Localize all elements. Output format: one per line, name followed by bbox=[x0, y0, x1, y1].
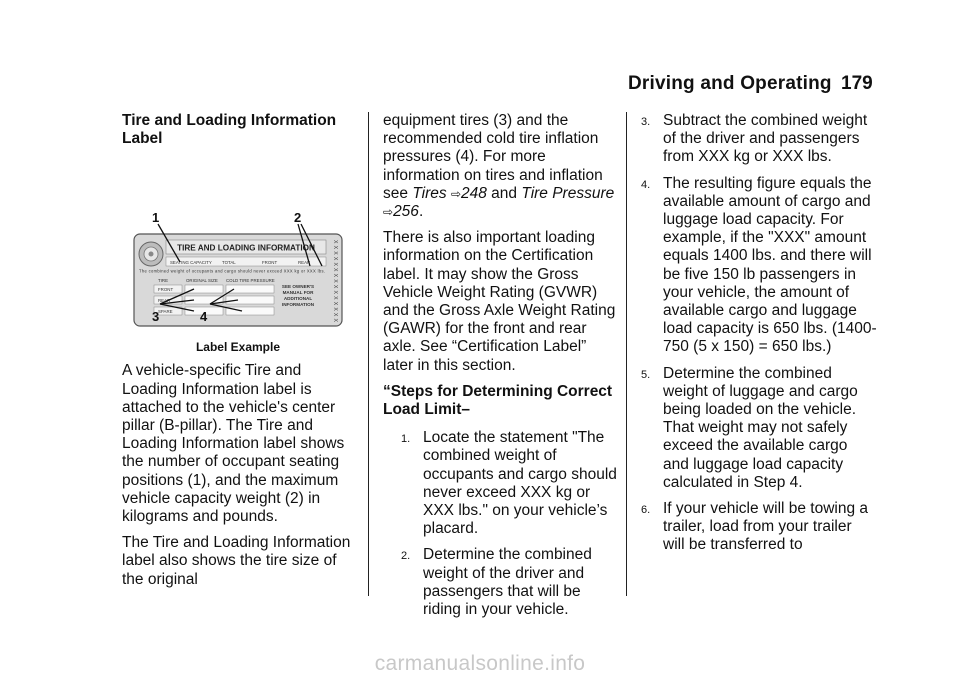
step-item bbox=[401, 429, 617, 538]
svg-text:TIRE: TIRE bbox=[158, 278, 169, 284]
step-text: Determine the combined weight of the driver and passengers that will be riding in your vehicle. bbox=[423, 546, 592, 619]
label-example-illustration bbox=[122, 156, 354, 332]
step-text: Locate the statement "The combined weight of occupants and cargo should never exceed XXX kg or XXX lbs." on your vehicle’s placard. bbox=[423, 429, 617, 538]
svg-text:REAR: REAR bbox=[158, 298, 171, 304]
steps-heading: “Steps for Determining Correct Load Limit– bbox=[383, 382, 613, 419]
callout-4: 4 bbox=[200, 309, 208, 325]
step-text: If your vehicle will be towing a trailer, load from your trailer will be transferred to bbox=[663, 500, 869, 554]
step-number: 4. bbox=[641, 178, 651, 191]
step-item bbox=[401, 546, 617, 619]
callout-3: 3 bbox=[152, 309, 160, 325]
tire-emblem-icon bbox=[139, 242, 163, 266]
svg-text:REAR: REAR bbox=[298, 260, 311, 266]
svg-text:COLD TIRE PRESSURE: COLD TIRE PRESSURE bbox=[226, 278, 275, 284]
callout-2: 2 bbox=[294, 210, 302, 226]
svg-text:INFORMATION: INFORMATION bbox=[281, 302, 315, 308]
label-figure bbox=[122, 156, 354, 354]
column-2 bbox=[383, 112, 617, 627]
step-item bbox=[641, 500, 877, 555]
svg-text:MANUAL FOR: MANUAL FOR bbox=[282, 290, 314, 296]
label-title-text: TIRE AND LOADING INFORMATION bbox=[177, 243, 315, 253]
site-watermark: carmanualsonline.info bbox=[374, 652, 586, 675]
column-divider-1 bbox=[368, 112, 369, 596]
xref-tire-pressure-link[interactable]: Tire Pressure bbox=[521, 184, 615, 202]
running-header-title: Driving and Operating bbox=[628, 73, 832, 94]
page-ref-arrow-icon: ⇨ bbox=[450, 186, 461, 201]
step-number: 1. bbox=[401, 433, 411, 446]
callout-1: 1 bbox=[152, 210, 160, 226]
svg-text:SEE OWNER'S: SEE OWNER'S bbox=[281, 284, 315, 290]
paragraph: equipment tires (3) and the recommended cold tire inflation pressures (4). For more information on tires and inflation see Tires ⇨248 and Tire Pressure ⇨256. bbox=[383, 112, 615, 221]
step-item bbox=[641, 365, 877, 492]
column-1 bbox=[122, 112, 354, 597]
step-text: Determine the combined weight of luggage and cargo being loaded on the vehicle. That weight may not safely exceed the available cargo and luggage load capacity calculated in Step 4. bbox=[663, 364, 858, 491]
svg-text:FRONT: FRONT bbox=[262, 260, 278, 266]
paragraph: There is also important loading information on the Certification label. It may show the Gross Vehicle Weight Rating (GVWR) and the Gross Axle Weight Rating (GAWR) for the front and rear axle. See “Certification Label” later in this section. bbox=[383, 229, 616, 374]
step-item bbox=[641, 112, 877, 167]
step-number: 5. bbox=[641, 368, 651, 381]
column-3 bbox=[641, 112, 877, 563]
step-item bbox=[641, 175, 877, 357]
paragraph: A vehicle-specific Tire and Loading Information label is attached to the vehicle's center pillar (B-pillar). The Tire and Loading Information label shows the number of occupant seating positions (1), and the maximum vehicle capacity weight (2) in kilograms and pounds. bbox=[122, 362, 345, 526]
svg-text:SEATING CAPACITY: SEATING CAPACITY bbox=[170, 260, 212, 266]
paragraph: The Tire and Loading Information label also shows the tire size of the original bbox=[122, 534, 351, 588]
svg-text:ADDITIONAL: ADDITIONAL bbox=[283, 296, 313, 302]
page-ref-arrow-icon: ⇨ bbox=[383, 205, 394, 220]
xref-tires-page[interactable]: 248 bbox=[461, 184, 487, 202]
step-number: 3. bbox=[641, 116, 651, 128]
xref-tire-pressure-page[interactable]: 256 bbox=[393, 203, 419, 221]
svg-text:SPARE: SPARE bbox=[158, 309, 173, 315]
step-number: 2. bbox=[401, 550, 411, 563]
step-text: The resulting figure equals the available amount of cargo and luggage load capacity. For example, if the "XXX" amount equals 1400 lbs. and there will be five 150 lb passengers in your vehicle, the amount of available cargo and luggage load capacity is 650 lbs. (1400-750 (5 x 150) = 650 lbs.) bbox=[663, 174, 877, 356]
svg-text:XXXXXXXXXXXXXXX: XXXXXXXXXXXXXXX bbox=[332, 240, 338, 323]
svg-text:FRONT: FRONT bbox=[158, 287, 174, 293]
step-text: Subtract the combined weight of the driver and passengers from XXX kg or XXX lbs. bbox=[663, 112, 868, 166]
xref-tires-link[interactable]: Tires bbox=[412, 184, 447, 202]
step-number: 6. bbox=[641, 504, 651, 517]
figure-caption: Label Example bbox=[195, 340, 281, 355]
section-heading: Tire and Loading Information Label bbox=[122, 112, 337, 148]
column-divider-2 bbox=[626, 112, 627, 596]
svg-text:The combined weight of occupan: The combined weight of occupants and cargo should never exceed XXX kg or XXX lbs. bbox=[139, 268, 325, 274]
page-number: 179 bbox=[841, 73, 873, 94]
svg-text:ORIGINAL SIZE: ORIGINAL SIZE bbox=[186, 278, 218, 284]
svg-text:TOTAL: TOTAL bbox=[222, 260, 236, 266]
